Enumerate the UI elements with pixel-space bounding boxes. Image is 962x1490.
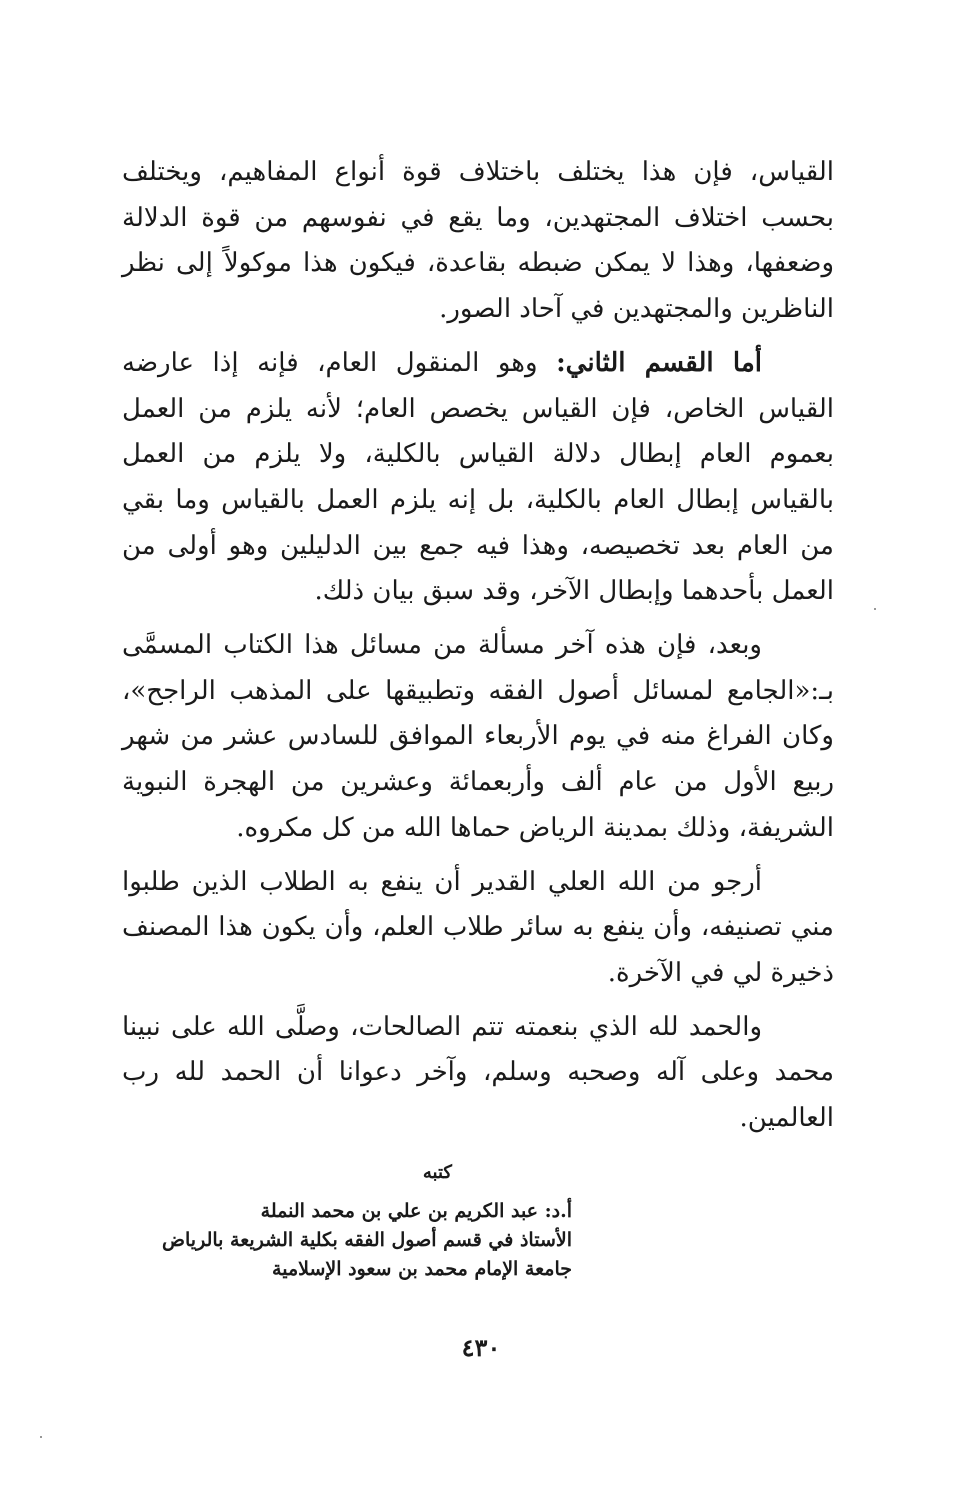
scan-speck bbox=[40, 1436, 42, 1438]
page-number: ٤٣٠ bbox=[461, 1333, 501, 1362]
paragraph-5-text: والحمد لله الذي بنعمته تتم الصالحات، وصلَّى الله على نبينا محمد وعلى آله وصحبه وسلم، وآخر دعوانا أن الحمد لله رب العالمين. bbox=[122, 1011, 834, 1134]
signature-heading: كتبه bbox=[422, 1162, 452, 1183]
author-name: أ.د: عبد الكريم بن علي بن محمد النملة bbox=[260, 1200, 572, 1222]
paragraph-3-text: وبعد، فإن هذه آخر مسألة من مسائل هذا الكتاب المسمَّى بـ:«الجامع لمسائل أصول الفقه وتطبيقها على المذهب الراجح»، وكان الفراغ منه في يوم الأربعاء الموافق للسادس عشر من شهر ربيع الأول من عام ألف وأربعمائة وعشرين من الهجرة النبوية الشريفة، وذلك بمدينة الرياض حماها الله من كل مكروه. bbox=[122, 630, 834, 843]
paragraph-5 bbox=[122, 1005, 834, 1142]
paragraph-4-text: أرجو من الله العلي القدير أن ينفع به الطلاب الذين طلبوا مني تصنيفه، وأن ينفع به سائر طلاب العلم، وأن يكون هذا المصنف ذخيرة لي في الآخرة. bbox=[122, 866, 834, 988]
paragraph-2-text: وهو المنقول العام، فإنه إذا عارضه القياس الخاص، فإن القياس يخصص العام؛ لأنه يلزم من العمل بعموم العام إبطال دلالة القياس بالكلية، ولا يلزم من العمل بالقياس إبطال العام بالكلية، بل إنه يلزم العمل بالقياس وما بقي من العام بعد تخصيصه، وهذا فيه جمع بين الدليلين وهو أولى من العمل بأحدهما وإبطال الآخر، وقد سبق بيان ذلك. bbox=[122, 347, 834, 607]
paragraph-2 bbox=[122, 341, 834, 615]
author-position: الأستاذ في قسم أصول الفقه بكلية الشريعة بالرياض bbox=[162, 1229, 572, 1251]
paragraph-4 bbox=[122, 860, 834, 997]
author-university: جامعة الإمام محمد بن سعود الإسلامية bbox=[272, 1258, 572, 1280]
paragraph-1-text: القياس، فإن هذا يختلف باختلاف قوة أنواع المفاهيم، ويختلف بحسب اختلاف المجتهدين، وما يقع في نفوسهم من قوة الدلالة وضعفها، وهذا لا يمكن ضبطه بقاعدة، فيكون هذا موكولاً إلى نظر الناظرين والمجتهدين في آحاد الصور. bbox=[122, 157, 834, 325]
section-heading-second: أما القسم الثاني: bbox=[556, 347, 762, 378]
scan-speck bbox=[874, 608, 876, 610]
author-signature bbox=[112, 1158, 572, 1284]
paragraph-3 bbox=[122, 623, 834, 852]
paragraph-1 bbox=[122, 150, 834, 333]
body-text bbox=[122, 150, 834, 1150]
